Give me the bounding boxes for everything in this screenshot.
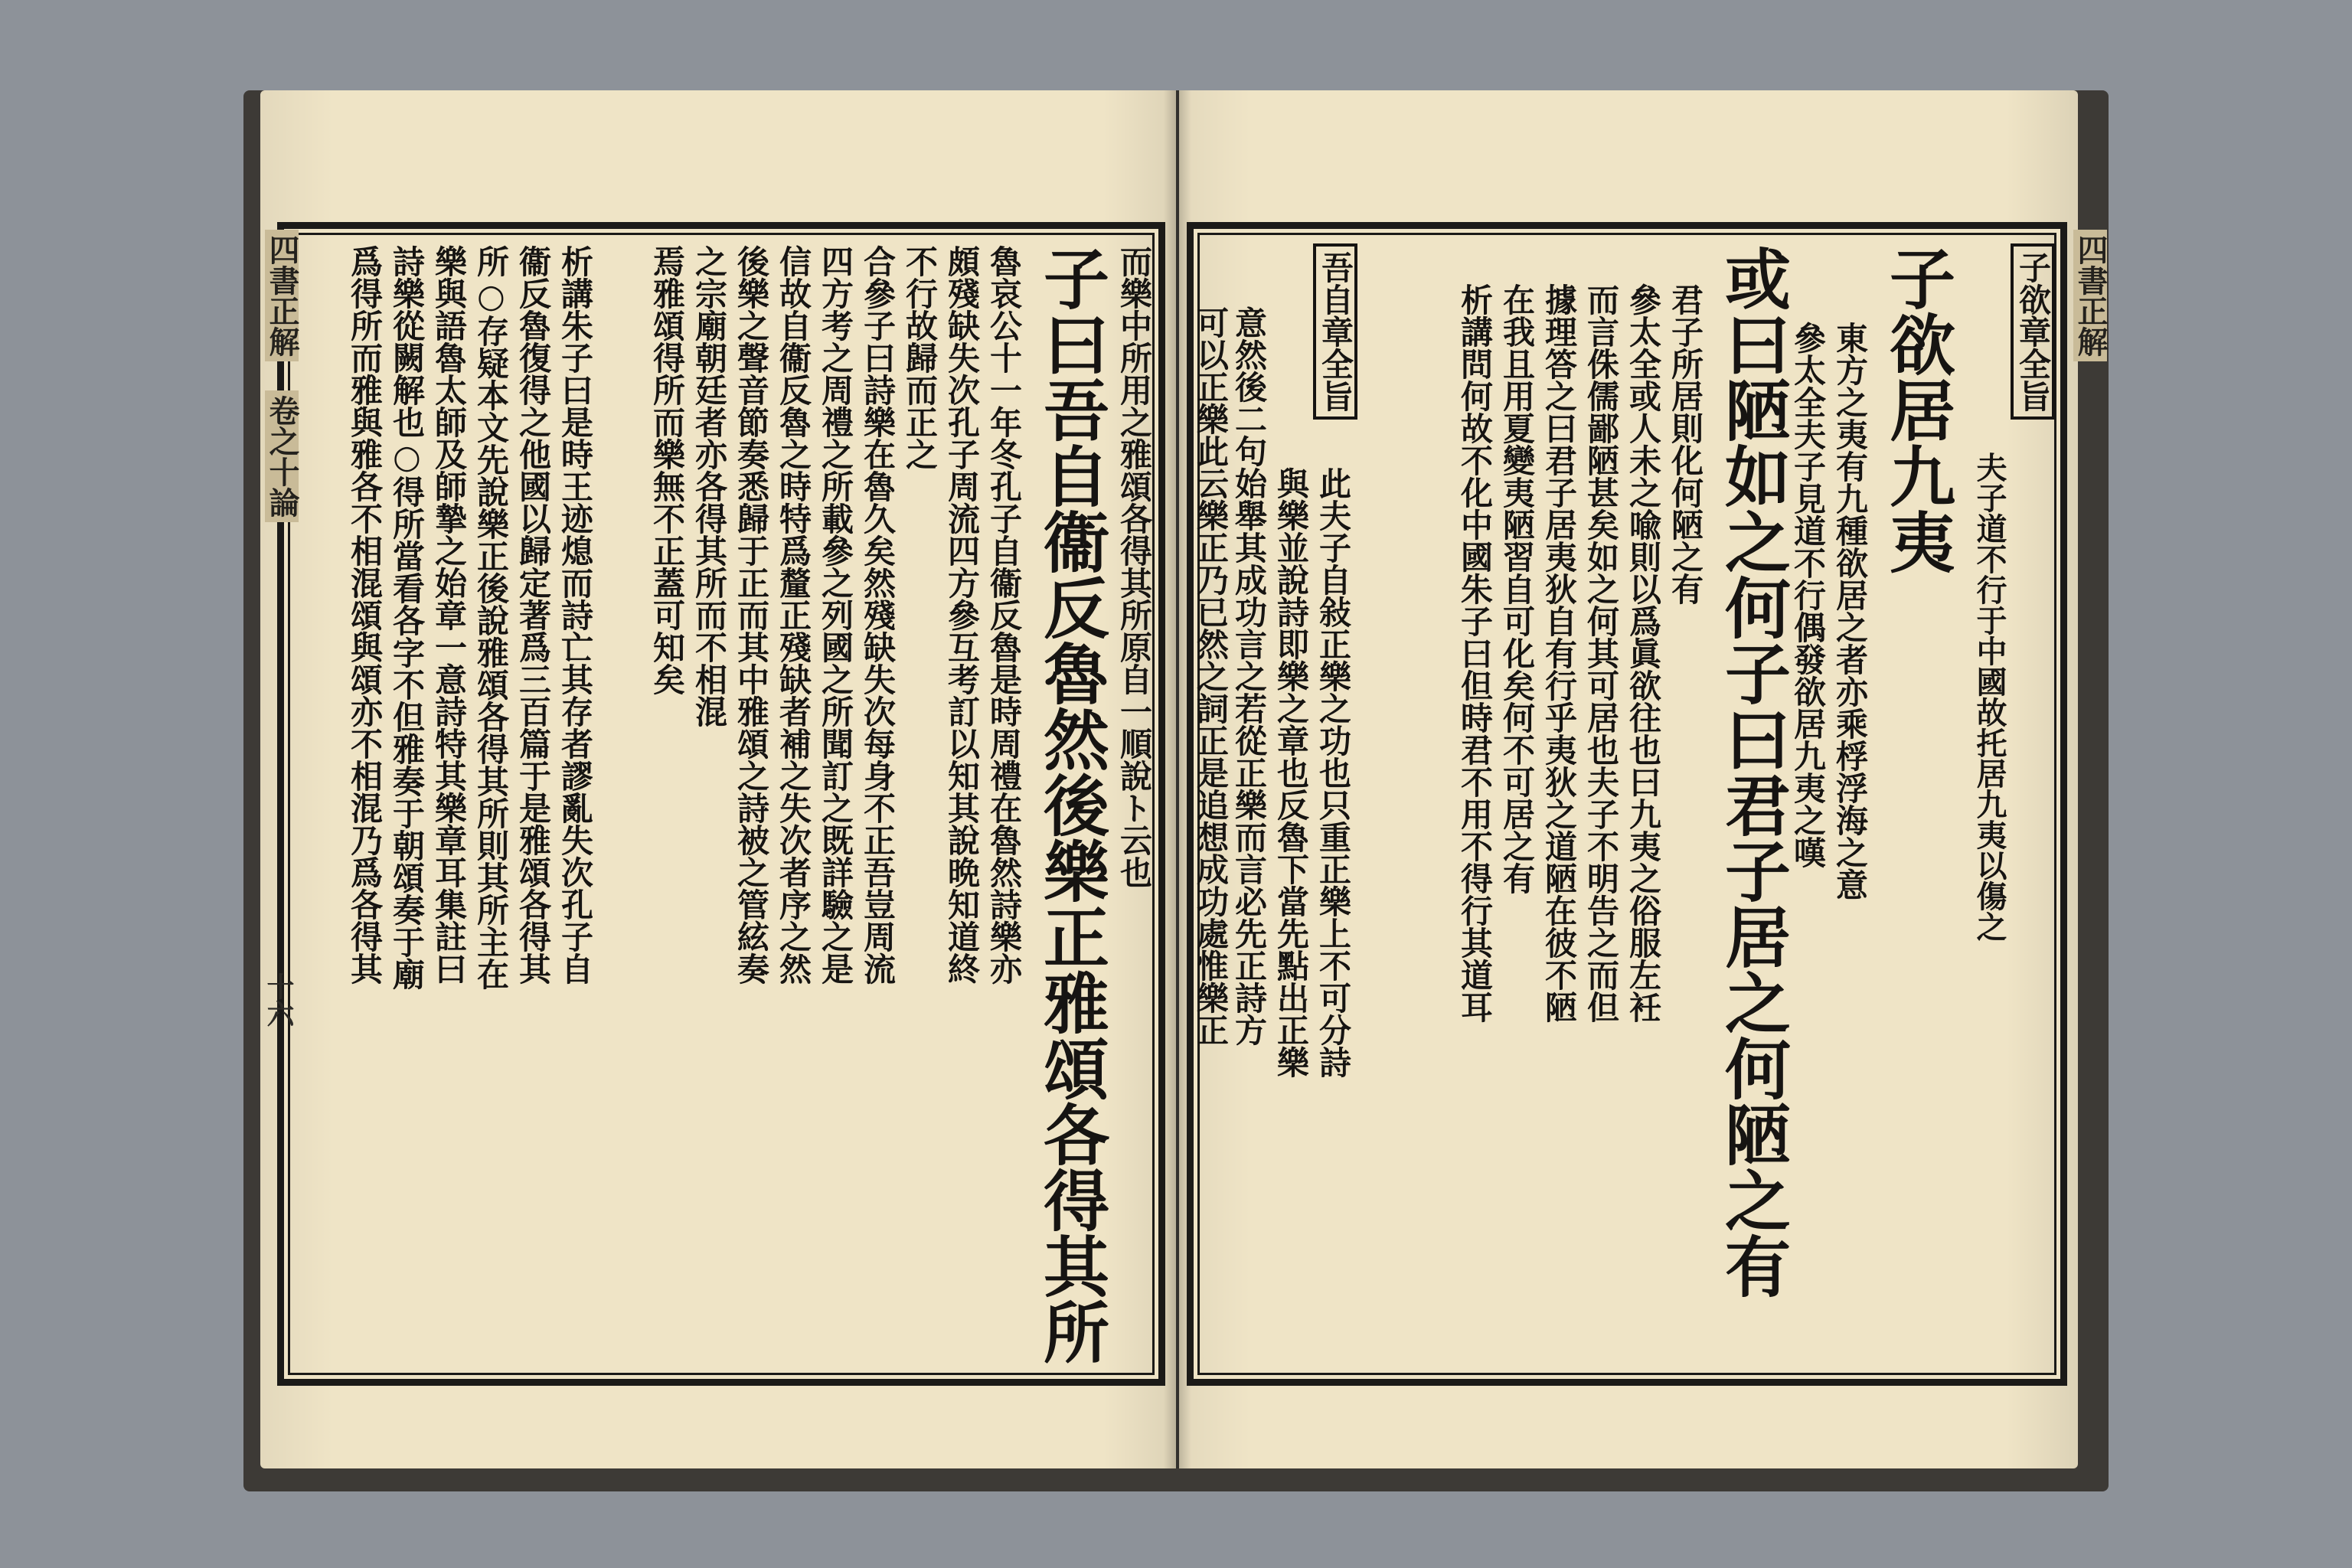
left-line-13: 衞反魯復得之他國以歸定著爲三百篇于是雅頌各得其 xyxy=(514,245,552,985)
left-line-6: 合參子曰詩樂在魯久矣然殘缺失次每身不正吾豈周流 xyxy=(859,245,897,985)
right-line-12: 與樂並說詩即樂之章也反魯下當先點出正樂 xyxy=(1272,467,1310,1078)
chapter-ziyu-summary: 夫子道不行于中國故托居九夷以傷之 xyxy=(1971,452,2007,942)
right-line-4-main: 或曰陋如之何子曰君子居之何陋之有 xyxy=(1713,245,1791,1298)
left-line-3: 魯哀公十一年冬孔子自衞反魯是時周禮在魯然詩樂亦 xyxy=(985,245,1023,985)
chapter-box-ziyu: 子欲章全旨 xyxy=(2011,243,2055,420)
left-line-2-main: 子曰吾自衞反魯然後樂正雅頌各得其所 xyxy=(1032,245,1109,1364)
right-line-11: 此夫子自敍正樂之功也只重正樂上不可分詩 xyxy=(1315,467,1352,1078)
left-line-17: 爲得所而雅與雅各不相混頌與頌亦不相混乃爲各得其 xyxy=(346,245,384,985)
right-line-7: 而言侏儒鄙陋甚矣如之何其可居也夫子不明告之而但 xyxy=(1583,283,1620,1023)
left-line-8: 信故自衞反魯之時特爲釐正殘缺者補之失次者序之然 xyxy=(775,245,812,985)
left-line-1: 而樂中所用之雅頌各得其所原自一順說ト云也 xyxy=(1116,245,1153,888)
right-line-6: 參太全或人未之喩則以爲眞欲往也曰九夷之俗服左衽 xyxy=(1625,283,1662,1023)
left-line-14: 所○存疑本文先說樂正後說雅頌各得其所則其所主在 xyxy=(472,245,510,990)
right-edge-title: 四書正解 xyxy=(2073,230,2107,361)
left-edge-title: 四書正解 xyxy=(265,230,299,361)
left-line-16: 詩樂從闕解也○得所當看各字不但雅奏于朝頌奏于廟 xyxy=(388,245,426,990)
left-line-10: 之宗廟朝廷者亦各得其所而不相混 xyxy=(691,245,728,727)
left-line-4: 頗殘缺失次孔子周流四方參互考訂以知其說晩知道終 xyxy=(943,245,981,985)
right-line-8: 據理答之曰君子居夷狄自有行乎夷狄之道陋在彼不陋 xyxy=(1540,283,1578,1023)
left-line-5: 不行故歸而正之 xyxy=(901,245,939,470)
left-line-12: 析講朱子曰是時王迹熄而詩亡其存者謬亂失次孔子自 xyxy=(557,245,594,985)
chapter-box-wuzi: 吾自章全旨 xyxy=(1313,243,1357,420)
left-line-11: 焉雅頌得所而樂無不正蓋可知矣 xyxy=(648,245,686,695)
right-line-13: 意然後二句始舉其成功言之若從正樂而言必先正詩方 xyxy=(1230,306,1268,1046)
left-line-15: 樂與語魯太師及師摯之始章一意詩特其樂章耳集註曰 xyxy=(430,245,468,985)
right-line-10: 析講問何故不化中國朱子曰但時君不用不得行其道耳 xyxy=(1456,283,1494,1023)
right-line-5: 君子所居則化何陋之有 xyxy=(1667,283,1704,605)
left-line-7: 四方考之周禮之所載參之列國之所聞訂之既詳驗之是 xyxy=(817,245,854,985)
right-line-1-main: 子欲居九夷 xyxy=(1878,245,1955,574)
right-line-3: 參太全夫子見道不行偶發欲居九夷之嘆 xyxy=(1789,322,1827,868)
left-edge-volume: 卷之十論 xyxy=(265,390,299,522)
left-line-9: 後樂之聲音節奏悉歸于正而其中雅頌之詩被之管絃奏 xyxy=(733,245,770,985)
left-page-number: 十六 xyxy=(263,972,295,1027)
right-line-14: 可以正樂此云樂正乃已然之詞正是追想成功處惟樂正 xyxy=(1192,306,1230,1046)
right-line-2: 東方之夷有九種欲居之者亦乘桴浮海之意 xyxy=(1831,322,1869,900)
right-line-9: 在我且用夏變夷陋習自可化矣何不可居之有 xyxy=(1498,283,1536,894)
